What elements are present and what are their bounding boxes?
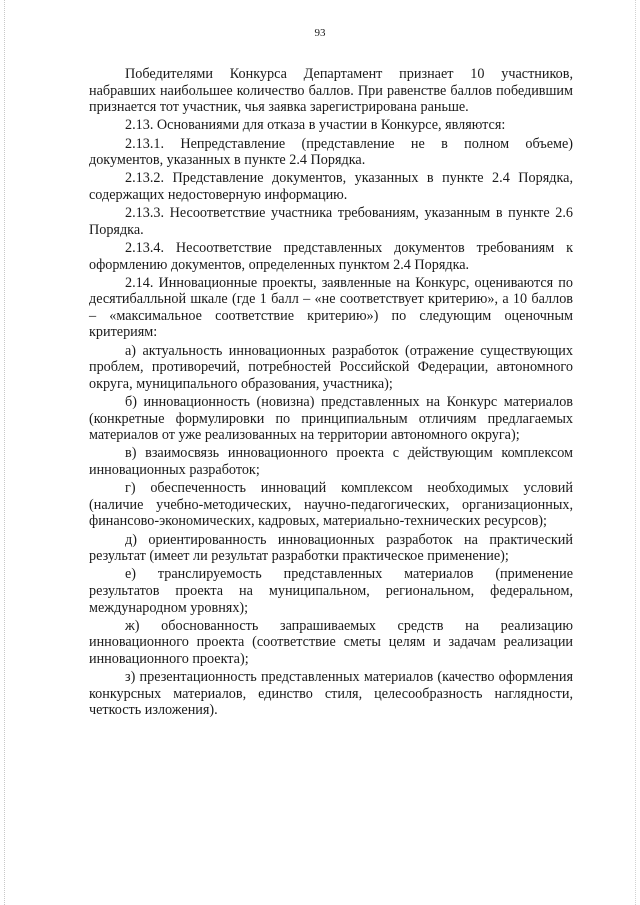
- page-number: 93: [314, 27, 326, 39]
- criterion-v: в) взаимосвязь инновационного проекта с действующим комплексом инновационных разработок;: [89, 445, 573, 478]
- criterion-d: д) ориентированность инновационных разработок на практический результат (имеет ли результат разработки практическое применение);: [89, 531, 573, 565]
- criterion-a: а) актуальность инновационных разработок (отражение существующих проблем, противоречий, потребностей Российской Федерации, автономного округа, муниципального образования, участника);: [89, 342, 573, 392]
- scan-edge-right: [635, 0, 637, 905]
- paragraph-2-13-2: 2.13.2. Представление документов, указанных в пункте 2.4 Порядка, содержащих недостоверную информацию.: [89, 170, 573, 203]
- paragraph-2-13: 2.13. Основаниями для отказа в участии в Конкурсе, являются:: [125, 117, 506, 134]
- scan-edge-left: [4, 0, 6, 905]
- criterion-zh: ж) обоснованность запрашиваемых средств на реализацию инновационного проекта (соответствие сметы целям и задачам реализации инновационного проекта);: [89, 617, 573, 667]
- criterion-b: б) инновационность (новизна) представленных на Конкурс материалов (конкретные формулировки по принципиальным отличиям предлагаемых материалов от уже реализованных на территории автономного округа);: [89, 394, 573, 444]
- paragraph-2-14: 2.14. Инновационные проекты, заявленные на Конкурс, оцениваются по десятибалльной шкале (где 1 балл – «не соответствует критерию», а 10 баллов – «максимальное соответствие критерию») по следующим оценочным критериям:: [89, 274, 573, 341]
- document-body: [89, 66, 573, 720]
- criterion-e: е) транслируемость представленных материалов (применение результатов проекта на муниципальном, региональном, федеральном, международном уровнях);: [89, 566, 573, 616]
- paragraph-2-13-3: 2.13.3. Несоответствие участника требованиям, указанным в пункте 2.6 Порядка.: [89, 205, 573, 238]
- paragraph-2-13-4: 2.13.4. Несоответствие представленных документов требованиям к оформлению документов, определенных пунктом 2.4 Порядка.: [89, 239, 573, 273]
- paragraph-2-13-1: 2.13.1. Непредставление (представление не в полном объеме) документов, указанных в пункте 2.4 Порядка.: [89, 135, 573, 169]
- criterion-z: з) презентационность представленных материалов (качество оформления конкурсных материалов, единство стиля, целесообразность наглядности, четкость изложения).: [89, 669, 573, 719]
- criterion-g: г) обеспеченность инноваций комплексом необходимых условий (наличие учебно-методических, научно-педагогических, организационных, финансово-экономических, кадровых, материально-технических ресурсов);: [89, 480, 573, 530]
- paragraph-winners: Победителями Конкурса Департамент признает 10 участников, набравших наибольшее количество баллов. При равенстве баллов победившим признается тот участник, чья заявка зарегистрирована раньше.: [89, 66, 573, 116]
